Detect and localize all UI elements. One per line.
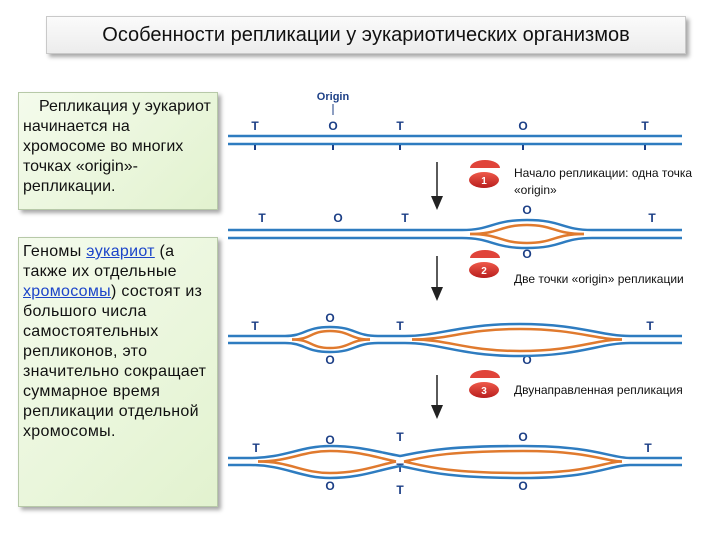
new-strand — [258, 451, 396, 462]
genome-text-part1: Геномы — [23, 243, 87, 260]
origin-marker: O — [325, 311, 335, 325]
chromosome-stage-1 — [228, 203, 682, 261]
step-badge-2 — [469, 250, 500, 278]
origin-marker: O — [325, 433, 335, 447]
origin-marker: O — [522, 203, 532, 217]
tick-mark — [399, 145, 401, 150]
arrow-head-icon — [431, 287, 443, 301]
terminus-marker: T — [251, 119, 259, 133]
step1-label: Начало репликации: одна точка «origin» — [514, 166, 693, 197]
arrow-head-icon — [431, 405, 443, 419]
badge-cap-icon — [470, 250, 500, 258]
step-badge-1 — [469, 160, 500, 188]
tick-mark — [644, 145, 646, 150]
step3-label: Двунаправленная репликация — [514, 383, 683, 397]
origin-marker: O — [518, 430, 528, 444]
terminus-marker: T — [251, 319, 259, 333]
chromosome-link[interactable]: хромосомы — [23, 283, 111, 300]
terminus-marker: T — [401, 211, 409, 225]
new-strand — [404, 462, 622, 474]
chromosome-stage-3 — [228, 430, 682, 497]
strand — [228, 238, 682, 248]
terminus-marker: T — [396, 430, 404, 444]
tick-mark — [254, 145, 256, 150]
terminus-marker: T — [258, 211, 266, 225]
arrow-head-icon — [431, 196, 443, 210]
intro-text: Репликация у эукариот начинается на хромосоме во многих точках «origin»-репликации. — [23, 98, 211, 195]
chromosome-stage-2 — [228, 311, 682, 367]
step-number: 3 — [481, 386, 487, 397]
strand — [228, 220, 682, 230]
origin-marker: O — [333, 211, 343, 225]
origin-marker: O — [518, 119, 528, 133]
chromosome-stage-0 — [228, 119, 682, 150]
tick-mark — [332, 145, 334, 150]
slide-title: Особенности репликации у эукариотических организмов — [46, 16, 686, 54]
origin-marker: O — [325, 479, 335, 493]
genome-text-part2: (а также их отдельные — [23, 243, 177, 280]
origin-marker: O — [522, 247, 532, 261]
terminus-marker: T — [648, 211, 656, 225]
tick-mark — [522, 145, 524, 150]
new-strand — [404, 451, 622, 462]
badge-cap-icon — [470, 370, 500, 378]
origin-marker: O — [325, 353, 335, 367]
origin-marker: O — [518, 479, 528, 493]
terminus-marker: T — [641, 119, 649, 133]
terminus-marker: T — [646, 319, 654, 333]
terminus-marker: T — [396, 319, 404, 333]
step-number: 2 — [481, 266, 487, 277]
step-badge-3 — [469, 370, 500, 398]
origin-label: Origin — [316, 91, 350, 103]
terminus-marker: T — [252, 441, 260, 455]
badge-cap-icon — [470, 160, 500, 168]
step2-label: Две точки «origin» репликации — [514, 272, 684, 286]
terminus-marker: T — [396, 119, 404, 133]
terminus-marker: T — [644, 441, 652, 455]
origin-marker: O — [522, 353, 532, 367]
terminus-marker: T — [396, 461, 404, 475]
origin-marker: O — [328, 119, 338, 133]
genome-text-part3: ) состоят из большого числа самостоятельных репликонов, это значительно сокращает суммарное время репликации отдельной хромосомы. — [23, 283, 207, 440]
terminus-marker: T — [396, 483, 404, 497]
eukaryote-link[interactable]: эукариот — [86, 243, 155, 260]
step-number: 1 — [481, 176, 487, 187]
